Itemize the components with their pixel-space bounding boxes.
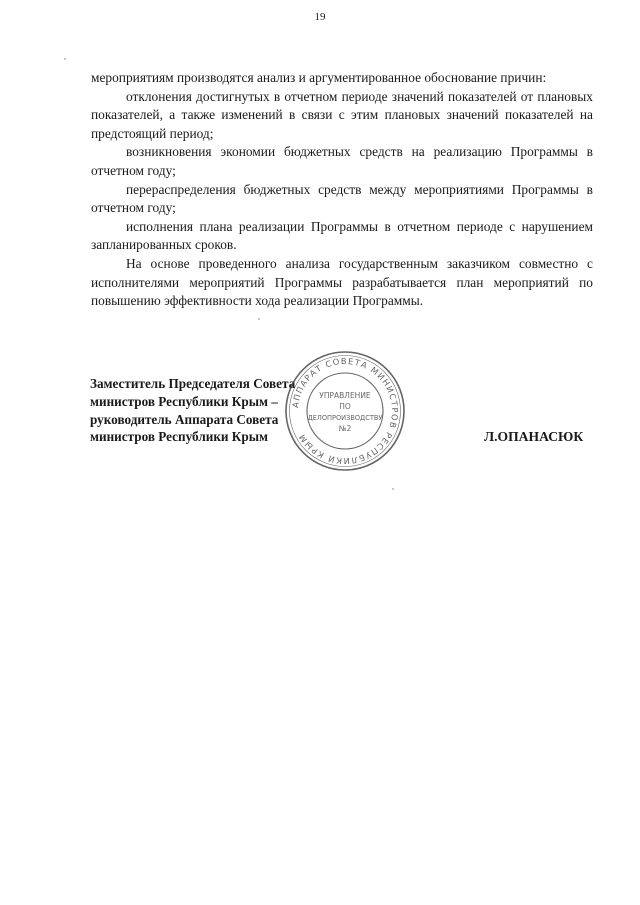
stamp-ring-text: АППАРАТ СОВЕТА МИНИСТРОВ РЕСПУБЛИКИ КРЫМ [290, 355, 401, 467]
official-stamp [283, 349, 407, 473]
scan-speck [64, 58, 66, 60]
signatory-position-line: Заместитель Председателя Совета [90, 376, 296, 391]
paragraph-schedule-violation: исполнения плана реализации Программы в отчетном периоде с нарушением запланированных сроков. [91, 218, 593, 253]
signatory-position-line: руководитель Аппарата Совета [90, 411, 279, 427]
page-number: 19 [314, 11, 326, 23]
stamp-center-line: ДЕЛОПРОИЗВОДСТВУ [307, 414, 383, 422]
signatory-name: Л.ОПАНАСЮК [484, 429, 584, 444]
document-body [91, 69, 593, 311]
paragraph-redistribution: перераспределения бюджетных средств между мероприятиями Программы в отчетном году; [91, 181, 593, 216]
scan-speck [258, 318, 260, 320]
stamp-center-line: ПО [339, 402, 351, 411]
scan-speck [392, 488, 394, 490]
paragraph-budget-savings: возникновения экономии бюджетных средств на реализацию Программы в отчетном году; [91, 144, 593, 178]
paragraph-analysis-intro: мероприятиям производятся анализ и аргументированное обоснование причин: [91, 70, 547, 85]
paragraph-deviations: отклонения достигнутых в отчетном периоде значений показателей от плановых показателей, а также изменений в связи с этим плановых значений показателей на предстоящий период; [91, 88, 593, 141]
signatory-position-line: министров Республики Крым – [90, 393, 278, 409]
paragraph-improvement-plan: На основе проведенного анализа государственным заказчиком совместно с исполнителями мероприятий Программы разрабатывается план мероприятий по повышению эффективности хода реализации Программы. [91, 255, 593, 309]
stamp-center-line: №2 [338, 424, 352, 433]
signatory-position-line: министров Республики Крым [90, 429, 268, 445]
signatory-position [90, 375, 295, 446]
stamp-center-line: УПРАВЛЕНИЕ [319, 391, 371, 400]
